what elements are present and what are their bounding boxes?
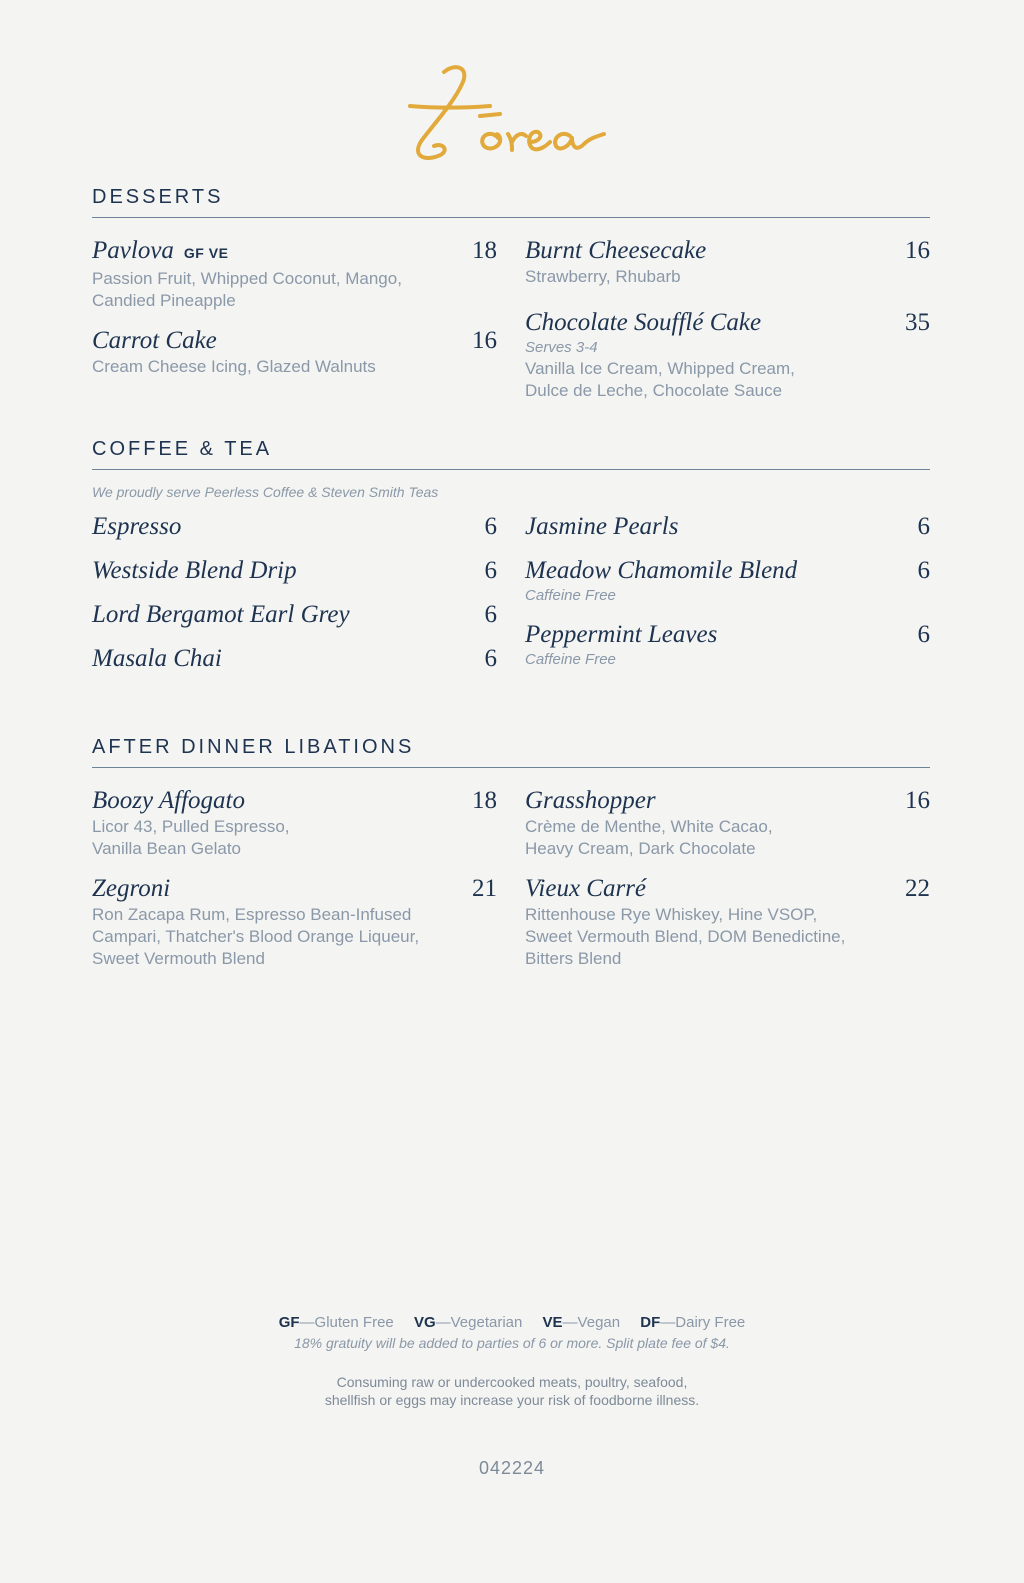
item-name: Vieux Carré <box>525 875 647 902</box>
item-name: Peppermint Leaves <box>525 621 718 648</box>
item-price: 6 <box>917 557 930 584</box>
item-description: Heavy Cream, Dark Chocolate <box>525 839 756 858</box>
menu-item <box>525 236 930 288</box>
item-price: 16 <box>472 327 497 354</box>
item-price: 35 <box>905 309 930 336</box>
food-safety-warning <box>0 1373 1024 1409</box>
item-description: Crème de Menthe, White Cacao, <box>525 817 773 836</box>
item-description: Licor 43, Pulled Espresso, <box>92 817 290 836</box>
menu-item <box>92 600 497 630</box>
item-price: 6 <box>484 601 497 628</box>
item-name: Meadow Chamomile Blend <box>525 557 798 584</box>
item-description: Cream Cheese Icing, Glazed Walnuts <box>92 357 376 376</box>
item-name: Boozy Affogato <box>92 787 246 814</box>
item-price: 6 <box>484 557 497 584</box>
libations-left-column <box>92 786 497 984</box>
legend-abbr: VG <box>413 1314 436 1331</box>
item-price: 18 <box>472 787 497 814</box>
menu-version-code: 042224 <box>478 1458 546 1478</box>
lorea-logo <box>404 58 614 170</box>
legend-text: —Gluten Free <box>299 1314 394 1331</box>
item-description: Bitters Blend <box>525 949 622 968</box>
legend-abbr: GF <box>278 1314 300 1331</box>
item-description: Sweet Vermouth Blend, DOM Benedictine, <box>525 927 846 946</box>
legend-text: —Vegetarian <box>435 1314 523 1331</box>
legend-text: —Dairy Free <box>660 1314 746 1331</box>
item-note: Caffeine Free <box>525 651 616 668</box>
legend-abbr: VE <box>542 1314 563 1331</box>
item-description: Ron Zacapa Rum, Espresso Bean-Infused <box>92 905 412 924</box>
item-description: Strawberry, Rhubarb <box>525 267 681 286</box>
menu-footer <box>0 1314 1024 1409</box>
menu-item <box>92 644 497 674</box>
item-description: Vanilla Ice Cream, Whipped Cream, <box>525 359 795 378</box>
menu-item <box>525 786 930 860</box>
item-name: Masala Chai <box>92 645 222 672</box>
item-price: 6 <box>917 621 930 648</box>
item-description: Passion Fruit, Whipped Coconut, Mango, <box>92 269 402 288</box>
menu-item <box>525 620 930 670</box>
item-price: 6 <box>484 513 497 540</box>
gratuity-note: 18% gratuity will be added to parties of 6 or more. Split plate fee of $4. <box>294 1335 730 1351</box>
libations-section <box>92 736 930 984</box>
item-description: Sweet Vermouth Blend <box>92 949 265 968</box>
libations-right-column <box>525 786 930 984</box>
item-name: Zegroni <box>92 875 171 902</box>
dietary-legend <box>0 1314 1024 1331</box>
item-price: 21 <box>472 875 497 902</box>
item-description: Dulce de Leche, Chocolate Sauce <box>525 381 783 400</box>
item-name: Grasshopper <box>525 787 656 814</box>
menu-item <box>92 786 497 860</box>
item-price: 6 <box>484 645 497 672</box>
item-description: Vanilla Bean Gelato <box>92 839 242 858</box>
menu-item <box>525 874 930 970</box>
legend-abbr: DF <box>640 1314 661 1331</box>
item-description: Rittenhouse Rye Whiskey, Hine VSOP, <box>525 905 818 924</box>
section-tagline: We proudly serve Peerless Coffee & Steven Smith Teas <box>92 484 439 500</box>
coffee-left-column <box>92 512 497 688</box>
menu-item <box>92 326 497 378</box>
item-name: Pavlova <box>92 237 174 264</box>
item-description: Candied Pineapple <box>92 291 236 310</box>
menu-code-block <box>0 1458 1024 1479</box>
item-name: Lord Bergamot Earl Grey <box>92 601 350 628</box>
item-price: 6 <box>917 513 930 540</box>
item-price: 16 <box>905 787 930 814</box>
item-price: 22 <box>905 875 930 902</box>
item-price: 18 <box>472 237 497 264</box>
warning-line: shellfish or eggs may increase your risk of foodborne illness. <box>324 1392 700 1408</box>
warning-line: Consuming raw or undercooked meats, poultry, seafood, <box>336 1374 688 1390</box>
item-note: Serves 3-4 <box>525 339 598 356</box>
section-title: COFFEE & TEA <box>92 438 930 470</box>
item-note: Caffeine Free <box>525 587 616 604</box>
item-name: Carrot Cake <box>92 327 217 354</box>
dietary-tags: GF VE <box>183 245 229 261</box>
item-name: Espresso <box>92 513 182 540</box>
menu-item <box>525 556 930 606</box>
item-name: Burnt Cheesecake <box>525 237 707 264</box>
menu-item <box>92 236 497 312</box>
section-title: DESSERTS <box>92 186 930 218</box>
item-name: Westside Blend Drip <box>92 557 297 584</box>
item-price: 16 <box>905 237 930 264</box>
legend-text: —Vegan <box>562 1314 621 1331</box>
desserts-left-column <box>92 236 497 416</box>
menu-item <box>525 512 930 542</box>
item-name: Jasmine Pearls <box>525 513 679 540</box>
menu-item <box>92 874 497 970</box>
section-title: AFTER DINNER LIBATIONS <box>92 736 930 768</box>
menu-item <box>92 512 497 542</box>
item-name: Chocolate Soufflé Cake <box>525 309 762 336</box>
desserts-section <box>92 186 930 416</box>
menu-item <box>525 308 930 402</box>
item-description: Campari, Thatcher's Blood Orange Liqueur, <box>92 927 420 946</box>
coffee-tea-section <box>92 438 930 688</box>
coffee-right-column <box>525 512 930 688</box>
desserts-right-column <box>525 236 930 416</box>
menu-item <box>92 556 497 586</box>
